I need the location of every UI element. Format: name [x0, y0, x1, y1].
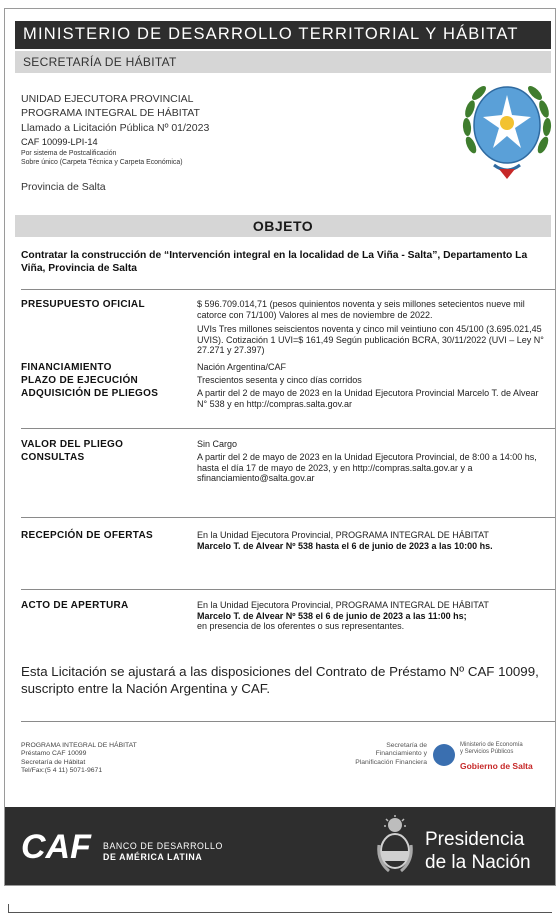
reception-deadline: Marcelo T. de Alvear Nº 538 hasta el 6 de junio de 2023 a las 10:00 hs. [197, 540, 493, 551]
bank-line: DE AMÉRICA LATINA [103, 852, 203, 862]
opening-label: ACTO DE APERTURA [21, 600, 129, 611]
caf-logo [21, 827, 99, 863]
province-name: Provincia de Salta [21, 181, 106, 193]
ministerio-economia-logo [460, 742, 523, 756]
secretariat-title: SECRETARÍA DE HÁBITAT [23, 55, 177, 69]
advertisement-page [4, 8, 556, 886]
term-label: PLAZO DE EJECUCIÓN [21, 375, 139, 386]
secretaria-financiamiento-logo [323, 742, 427, 767]
pliego-value: Sin Cargo [197, 439, 238, 449]
program-name: PROGRAMA INTEGRAL DE HÁBITAT [21, 107, 200, 119]
reception-label: RECEPCIÓN DE OFERTAS [21, 530, 153, 541]
ministerio-line: Ministerio de Economía [460, 742, 523, 748]
ministry-title: MINISTERIO DE DESARROLLO TERRITORIAL Y HÁBITAT [23, 25, 519, 43]
objeto-heading: OBJETO [15, 215, 551, 237]
secretaria-line: Financiamiento y [375, 750, 427, 758]
page-edge-line [8, 912, 552, 913]
envelope-note: Sobre único (Carpeta Técnica y Carpeta Económica) [21, 159, 183, 166]
secretaria-line: Planificación Financiera [355, 758, 427, 766]
reception-value [197, 530, 549, 551]
contact-line: PROGRAMA INTEGRAL DE HÁBITAT [21, 742, 137, 749]
caf-logo-text: CAF [21, 828, 91, 863]
presidency-line: Presidencia [425, 829, 525, 850]
opening-attendance: en presencia de los oferentes o sus representantes. [197, 621, 405, 632]
gobierno-salta-label: Gobierno de Salta [460, 761, 533, 771]
objeto-description: Contratar la construcción de “Intervención integral en la localidad de La Viña - Salta”, Departamento La Viña, Provincia de Salta [21, 250, 528, 274]
presidency-line: de la Nación [425, 852, 531, 873]
secretariat-header [15, 51, 551, 73]
section-divider [21, 517, 556, 518]
ministerio-line: y Servicios Públicos [460, 749, 514, 756]
opening-date: Marcelo T. de Alvear Nº 538 el 6 de junio de 2023 a las 11:00 hs; [197, 610, 467, 621]
acquisition-label: ADQUISICIÓN DE PLIEGOS [21, 388, 159, 399]
contact-line: Secretaría de Hábitat [21, 758, 86, 766]
tender-system: Por sistema de Postcalificación [21, 150, 117, 157]
opening-value [197, 600, 549, 632]
argentina-coat-of-arms-icon [375, 815, 415, 879]
salta-emblem-icon [433, 744, 455, 766]
presidencia-logo-text [425, 828, 531, 874]
unit-name: UNIDAD EJECUTORA PROVINCIAL [21, 93, 194, 105]
queries-value: A partir del 2 de mayo de 2023 en la Unidad Ejecutora Provincial, de 8:00 a 14:00 hs, hasta el día 17 de mayo de 2023, y en http://compras.salta.gov.ar y a sfinanciamiento@salta.gov.ar [197, 452, 537, 484]
bank-line: BANCO DE DESARROLLO [103, 841, 223, 851]
section-divider [21, 428, 556, 429]
financing-value: Nación Argentina/CAF [197, 362, 287, 372]
budget-label: PRESUPUESTO OFICIAL [21, 299, 145, 310]
budget-uvi-value: UVIs Tres millones seiscientos noventa y cinco mil veintiuno con 45/100 (3.695.021,45 UVIS). Cotización 1 UVI=$ 161,49 Según publicación BCRA, 30/11/2022 (UVI – Ley N° 27.271 y 27.397) [197, 324, 544, 356]
queries-label: CONSULTAS [21, 452, 85, 463]
caf-code: CAF 10099-LPI-14 [21, 137, 98, 147]
acquisition-value: A partir del 2 de mayo de 2023 en la Unidad Ejecutora Provincial Marcelo T. de Alvear N° 538 y en http://compras.salta.gov.ar [197, 388, 539, 409]
secretaria-line: Secretaría de [386, 742, 427, 749]
program-contact [21, 742, 137, 775]
financing-label: FINANCIAMIENTO [21, 362, 112, 373]
contact-line: Tel/Fax:(5 4 11) 5071-9671 [21, 766, 103, 774]
term-value: Trescientos sesenta y cinco días corridos [197, 375, 362, 385]
opening-place: En la Unidad Ejecutora Provincial, PROGRAMA INTEGRAL DE HÁBITAT [197, 600, 489, 610]
caf-bank-name [103, 841, 223, 863]
salta-coat-of-arms-icon [461, 71, 553, 183]
budget-value: $ 596.709.014,71 (pesos quinientos noventa y seis millones setecientos nueve mil catorce con 71/100) Valores al mes de noviembre de 2022. [197, 299, 525, 320]
ministry-header [15, 21, 551, 49]
loan-disclaimer: Esta Licitación se ajustará a las disposiciones del Contrato de Préstamo Nº CAF 10099, suscripto entre la Nación Argentina y CAF. [21, 664, 539, 696]
pliego-value-label: VALOR DEL PLIEGO [21, 439, 124, 450]
contact-line: Préstamo CAF 10099 [21, 750, 87, 758]
reception-place: En la Unidad Ejecutora Provincial, PROGRAMA INTEGRAL DE HÁBITAT [197, 530, 489, 540]
section-divider [21, 589, 556, 590]
footer-divider [21, 721, 556, 722]
section-divider [21, 289, 556, 290]
tender-call: Llamado a Licitación Pública Nº 01/2023 [21, 122, 210, 134]
